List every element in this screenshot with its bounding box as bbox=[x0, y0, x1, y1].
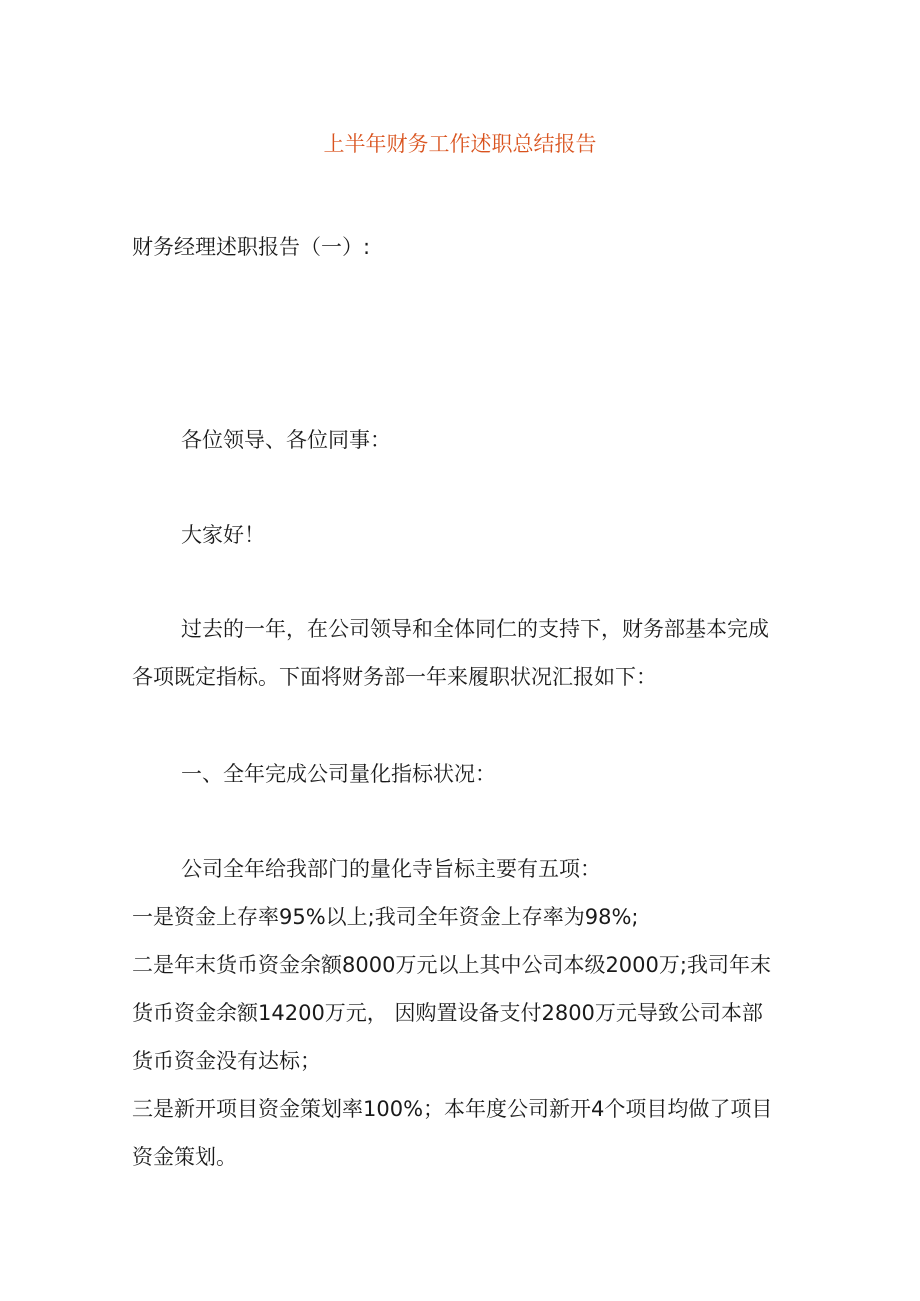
greeting-paragraph: 各位领导、各位同事： bbox=[181, 428, 391, 452]
report-subtitle: 财务经理述职报告（一）: bbox=[132, 235, 371, 259]
list-item-3-line-1: 三是新开项目资金策划率100%；本年度公司新开4个项目均做了项目 bbox=[132, 1097, 773, 1121]
list-item-1: 一是资金上存率95%以上;我司全年资金上存率为98%; bbox=[132, 905, 639, 929]
intro-line-2: 各项既定指标。下面将财务部一年来履职状况汇报如下： bbox=[132, 665, 657, 689]
hello-paragraph: 大家好！ bbox=[181, 523, 265, 547]
list-item-3-line-2: 资金策划。 bbox=[132, 1145, 237, 1169]
section-1-heading: 一、全年完成公司量化指标状况： bbox=[181, 762, 496, 786]
section-1-intro: 公司全年给我部门的量化寺旨标主要有五项： bbox=[181, 857, 601, 881]
document-title: 上半年财务工作述职总结报告 bbox=[323, 132, 597, 156]
list-item-2-line-2: 货币资金余额14200万元， 因购置设备支付2800万元导致公司本部 bbox=[132, 1001, 763, 1025]
intro-line-1: 过去的一年，在公司领导和全体同仁的支持下，财务部基本完成 bbox=[181, 617, 769, 641]
list-item-2-line-3: 货币资金没有达标； bbox=[132, 1049, 321, 1073]
list-item-2-line-1: 二是年末货币资金余额8000万元以上其中公司本级2000万;我司年末 bbox=[132, 953, 771, 977]
